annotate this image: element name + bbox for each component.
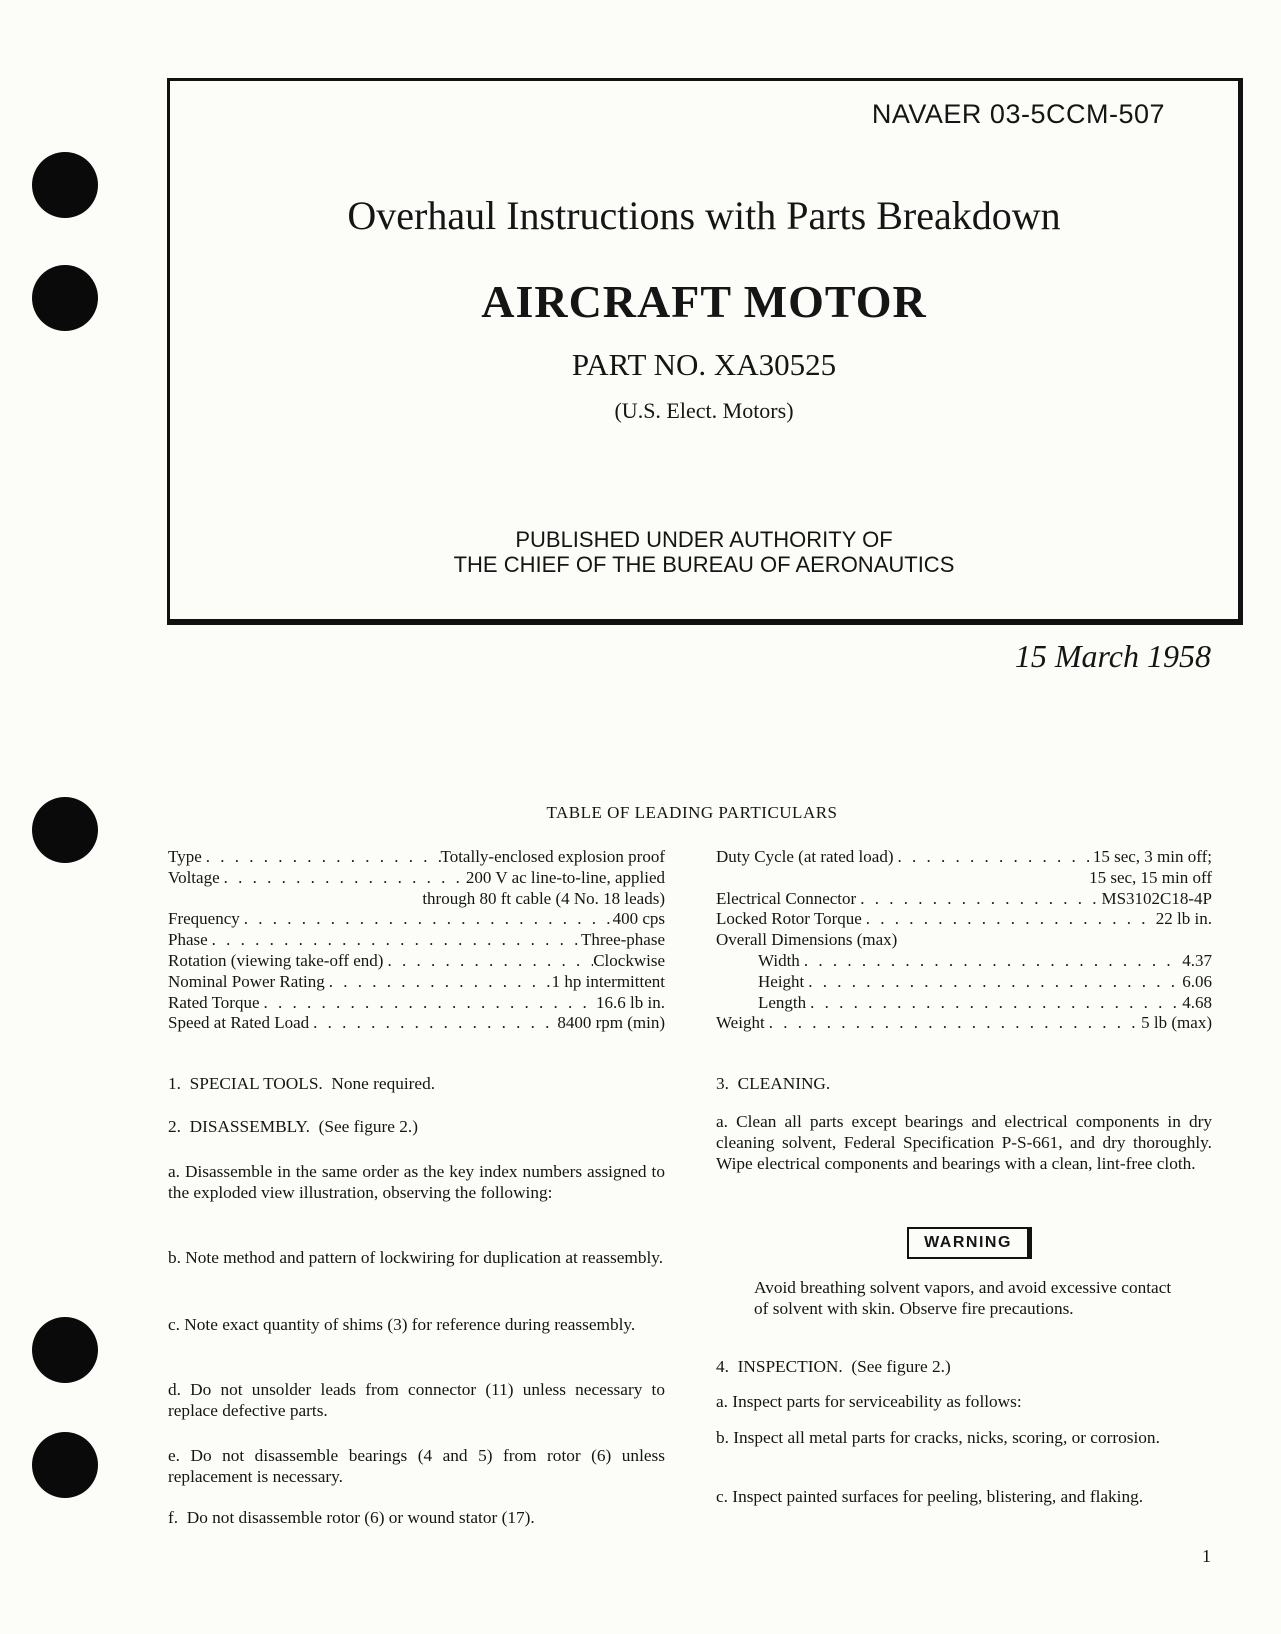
particular-row xyxy=(168,1013,665,1034)
particular-value: 200 V ac line-to-line, applied xyxy=(465,867,665,887)
section-disassembly: 2. DISASSEMBLY. (See figure 2.) xyxy=(168,1117,418,1136)
disassembly-step-b: b. Note method and pattern of lockwiring for duplication at reassembly. xyxy=(168,1248,664,1267)
particular-label: Type xyxy=(168,847,202,866)
particular-row xyxy=(716,1013,1212,1034)
authority-line-1: PUBLISHED UNDER AUTHORITY OF xyxy=(515,527,893,552)
particular-value: Three-phase xyxy=(580,930,665,950)
publication-date: 15 March 1958 xyxy=(1014,638,1211,674)
binder-hole xyxy=(32,1317,98,1383)
disassembly-step-f: f. Do not disassemble rotor (6) or wound stator (17). xyxy=(168,1508,535,1527)
document-number: NAVAER 03-5CCM-507 xyxy=(871,99,1165,129)
section-special-tools: 1. SPECIAL TOOLS. None required. xyxy=(168,1074,436,1093)
document-title: Overhaul Instructions with Parts Breakdown xyxy=(347,193,1061,238)
binder-hole xyxy=(32,797,98,863)
particular-label: Nominal Power Rating xyxy=(168,971,325,991)
particular-row xyxy=(716,951,1212,972)
particular-value: MS3102C18-4P xyxy=(1101,888,1212,908)
particulars-right xyxy=(716,847,1212,1034)
warning-text: Avoid breathing solvent vapors, and avoid excessive contact of solvent with skin. Observe fire precautions. xyxy=(754,1278,1172,1318)
disassembly-step-e: e. Do not disassemble bearings (4 and 5) from rotor (6) unless replacement is necessary. xyxy=(168,1446,665,1486)
particular-label: Speed at Rated Load xyxy=(168,1013,310,1033)
particular-value: 6.06 xyxy=(1182,971,1212,991)
particular-label: Locked Rotor Torque xyxy=(716,909,862,929)
particular-row xyxy=(716,972,1212,993)
particular-row xyxy=(716,847,1212,868)
particular-value: 8400 rpm (min) xyxy=(557,1013,665,1033)
particular-label: Width xyxy=(758,950,800,970)
particular-value: Clockwise xyxy=(593,950,665,970)
particular-label: Rotation (viewing take-off end) xyxy=(168,950,384,970)
particular-row xyxy=(168,972,665,993)
binder-hole xyxy=(32,152,98,218)
section-cleaning: 3. CLEANING. xyxy=(716,1074,831,1093)
particulars-left xyxy=(168,847,665,1034)
particular-value: 22 lb in. xyxy=(1155,909,1212,929)
particular-label: Rated Torque xyxy=(168,992,260,1012)
particulars-title: TABLE OF LEADING PARTICULARS xyxy=(546,803,838,822)
disassembly-step-a: a. Disassemble in the same order as the key index numbers assigned to the exploded view illustration, observing the following: xyxy=(168,1162,665,1202)
particular-value: 16.6 lb in. xyxy=(596,992,665,1012)
particular-row xyxy=(168,909,665,930)
particular-value: Totally-enclosed explosion proof xyxy=(440,847,665,866)
disassembly-step-c: c. Note exact quantity of shims (3) for reference during reassembly. xyxy=(168,1315,636,1334)
manufacturer: (U.S. Elect. Motors) xyxy=(614,398,794,423)
particular-row xyxy=(716,993,1212,1014)
particular-row xyxy=(716,909,1212,930)
page-number: 1 xyxy=(1202,1546,1211,1566)
particular-group-label: Overall Dimensions (max) xyxy=(716,930,898,950)
particular-value: 4.68 xyxy=(1182,992,1212,1012)
inspection-step-b: b. Inspect all metal parts for cracks, nicks, scoring, or corrosion. xyxy=(716,1428,1160,1447)
binder-hole xyxy=(32,1432,98,1498)
particular-label: Height xyxy=(758,971,805,991)
particular-row xyxy=(716,889,1212,910)
particular-value-cont: through 80 ft cable (4 No. 18 leads) xyxy=(422,888,665,908)
particular-label: Voltage xyxy=(168,867,220,887)
disassembly-step-d: d. Do not unsolder leads from connector (11) unless necessary to replace defective parts. xyxy=(168,1380,665,1420)
particular-value: 4.37 xyxy=(1182,950,1212,970)
particular-label: Length xyxy=(758,992,807,1012)
particular-row xyxy=(168,868,665,889)
particular-label: Duty Cycle (at rated load) xyxy=(716,847,894,866)
particular-label: Frequency xyxy=(168,909,240,929)
particular-value-cont: 15 sec, 15 min off xyxy=(1089,867,1212,887)
section-inspection: 4. INSPECTION. (See figure 2.) xyxy=(716,1357,951,1376)
particular-value: 15 sec, 3 min off; xyxy=(1092,847,1212,866)
particular-row xyxy=(168,951,665,972)
particular-row xyxy=(168,930,665,951)
subject-title: AIRCRAFT MOTOR xyxy=(481,276,927,327)
particular-label: Weight xyxy=(716,1013,765,1033)
particular-row xyxy=(168,993,665,1014)
warning-label: WARNING xyxy=(907,1227,1032,1259)
particular-value: 400 cps xyxy=(612,909,665,929)
particular-row xyxy=(168,847,665,868)
inspection-step-a: a. Inspect parts for serviceability as follows: xyxy=(716,1392,1022,1411)
particular-value: 5 lb (max) xyxy=(1141,1013,1212,1033)
particular-label: Electrical Connector xyxy=(716,888,857,908)
part-number: PART NO. XA30525 xyxy=(571,347,837,382)
authority-line-2: THE CHIEF OF THE BUREAU OF AERONAUTICS xyxy=(453,552,955,577)
particular-value: 1 hp intermittent xyxy=(551,971,665,991)
cleaning-step-a: a. Clean all parts except bearings and electrical components in dry cleaning solvent, Federal Specification P-S-661, and dry thoroughly. Wipe electrical components and bearings with a clean, lint-free cloth. xyxy=(716,1112,1212,1173)
particular-label: Phase xyxy=(168,930,208,950)
binder-hole xyxy=(32,265,98,331)
inspection-step-c: c. Inspect painted surfaces for peeling, blistering, and flaking. xyxy=(716,1487,1144,1506)
